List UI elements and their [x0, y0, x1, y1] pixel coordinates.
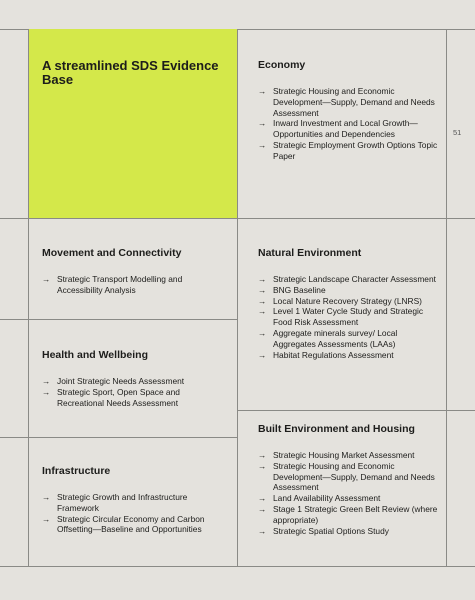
list-item: → Joint Strategic Needs Assessment: [42, 376, 185, 386]
arrow-icon: →: [258, 525, 267, 536]
list-item: → Land Availability Assessment: [258, 493, 381, 504]
section-heading: Built Environment and Housing: [258, 423, 415, 435]
section-heading: Infrastructure: [42, 465, 111, 477]
list-item: → Inward Investment and Local Growth—Opportunities and Dependencies: [258, 118, 418, 140]
item-list: [258, 450, 438, 536]
list-item: → Strategic Sport, Open Space and Recreational Needs Assessment: [42, 386, 180, 408]
arrow-icon: →: [258, 118, 267, 129]
item-list: [42, 492, 222, 535]
arrow-icon: →: [258, 503, 267, 514]
item-list: [42, 274, 222, 296]
section-heading: Movement and Connectivity: [42, 247, 182, 259]
section-natural-environment: [258, 247, 438, 360]
section-economy: [258, 59, 438, 162]
divider: [237, 410, 475, 411]
section-heading: Health and Wellbeing: [42, 349, 148, 361]
list-item: → Aggregate minerals survey/ Local Aggregates Assessments (LAAs): [258, 327, 398, 349]
page-title: A streamlined SDS Evidence Base: [42, 58, 219, 87]
section-movement: [42, 247, 222, 296]
list-item: → Local Nature Recovery Strategy (LNRS): [258, 295, 422, 306]
list-item: → Strategic Growth and Infrastructure Framework: [42, 492, 188, 513]
section-heading: Natural Environment: [258, 247, 362, 259]
list-item: → BNG Baseline: [258, 284, 326, 295]
arrow-icon: →: [258, 306, 267, 317]
list-item: → Stage 1 Strategic Green Belt Review (where appropriate): [258, 503, 438, 525]
arrow-icon: →: [258, 493, 267, 504]
list-item: → Strategic Housing Market Assessment: [258, 450, 415, 460]
section-heading: Economy: [258, 59, 306, 71]
arrow-icon: →: [258, 327, 267, 338]
item-list: [42, 376, 222, 408]
page-number: 51: [453, 128, 462, 137]
arrow-icon: →: [258, 274, 267, 284]
arrow-icon: →: [42, 376, 51, 386]
divider: [0, 319, 237, 320]
item-list: [258, 274, 438, 360]
list-item: → Strategic Spatial Options Study: [258, 525, 389, 536]
arrow-icon: →: [258, 450, 267, 460]
section-health: [42, 349, 222, 408]
arrow-icon: →: [258, 139, 267, 150]
arrow-icon: →: [42, 513, 51, 524]
arrow-icon: →: [258, 284, 267, 295]
list-item: → Strategic Housing and Economic Development—Supply, Demand and Needs Assessment: [258, 86, 435, 118]
arrow-icon: →: [42, 274, 51, 284]
divider: [0, 566, 475, 567]
list-item: → Strategic Circular Economy and Carbon Offsetting—Baseline and Opportunities: [42, 513, 205, 535]
list-item: → Habitat Regulations Assessment: [258, 349, 394, 360]
section-built-environment: [258, 423, 438, 536]
list-item: → Strategic Housing and Economic Development—Supply, Demand and Needs Assessment: [258, 460, 435, 493]
list-item: → Strategic Transport Modelling and Accessibility Analysis: [42, 274, 183, 295]
arrow-icon: →: [258, 349, 267, 360]
arrow-icon: →: [258, 460, 267, 471]
divider: [237, 29, 238, 566]
arrow-icon: →: [42, 492, 51, 502]
arrow-icon: →: [258, 295, 267, 306]
list-item: → Strategic Landscape Character Assessment: [258, 274, 436, 284]
arrow-icon: →: [258, 86, 267, 96]
arrow-icon: →: [42, 386, 51, 397]
section-infrastructure: [42, 465, 222, 535]
list-item: → Strategic Employment Growth Options Topic Paper: [258, 139, 438, 161]
divider: [0, 437, 237, 438]
item-list: [258, 86, 438, 162]
divider: [446, 29, 447, 566]
list-item: → Level 1 Water Cycle Study and Strategic Food Risk Assessment: [258, 306, 424, 328]
